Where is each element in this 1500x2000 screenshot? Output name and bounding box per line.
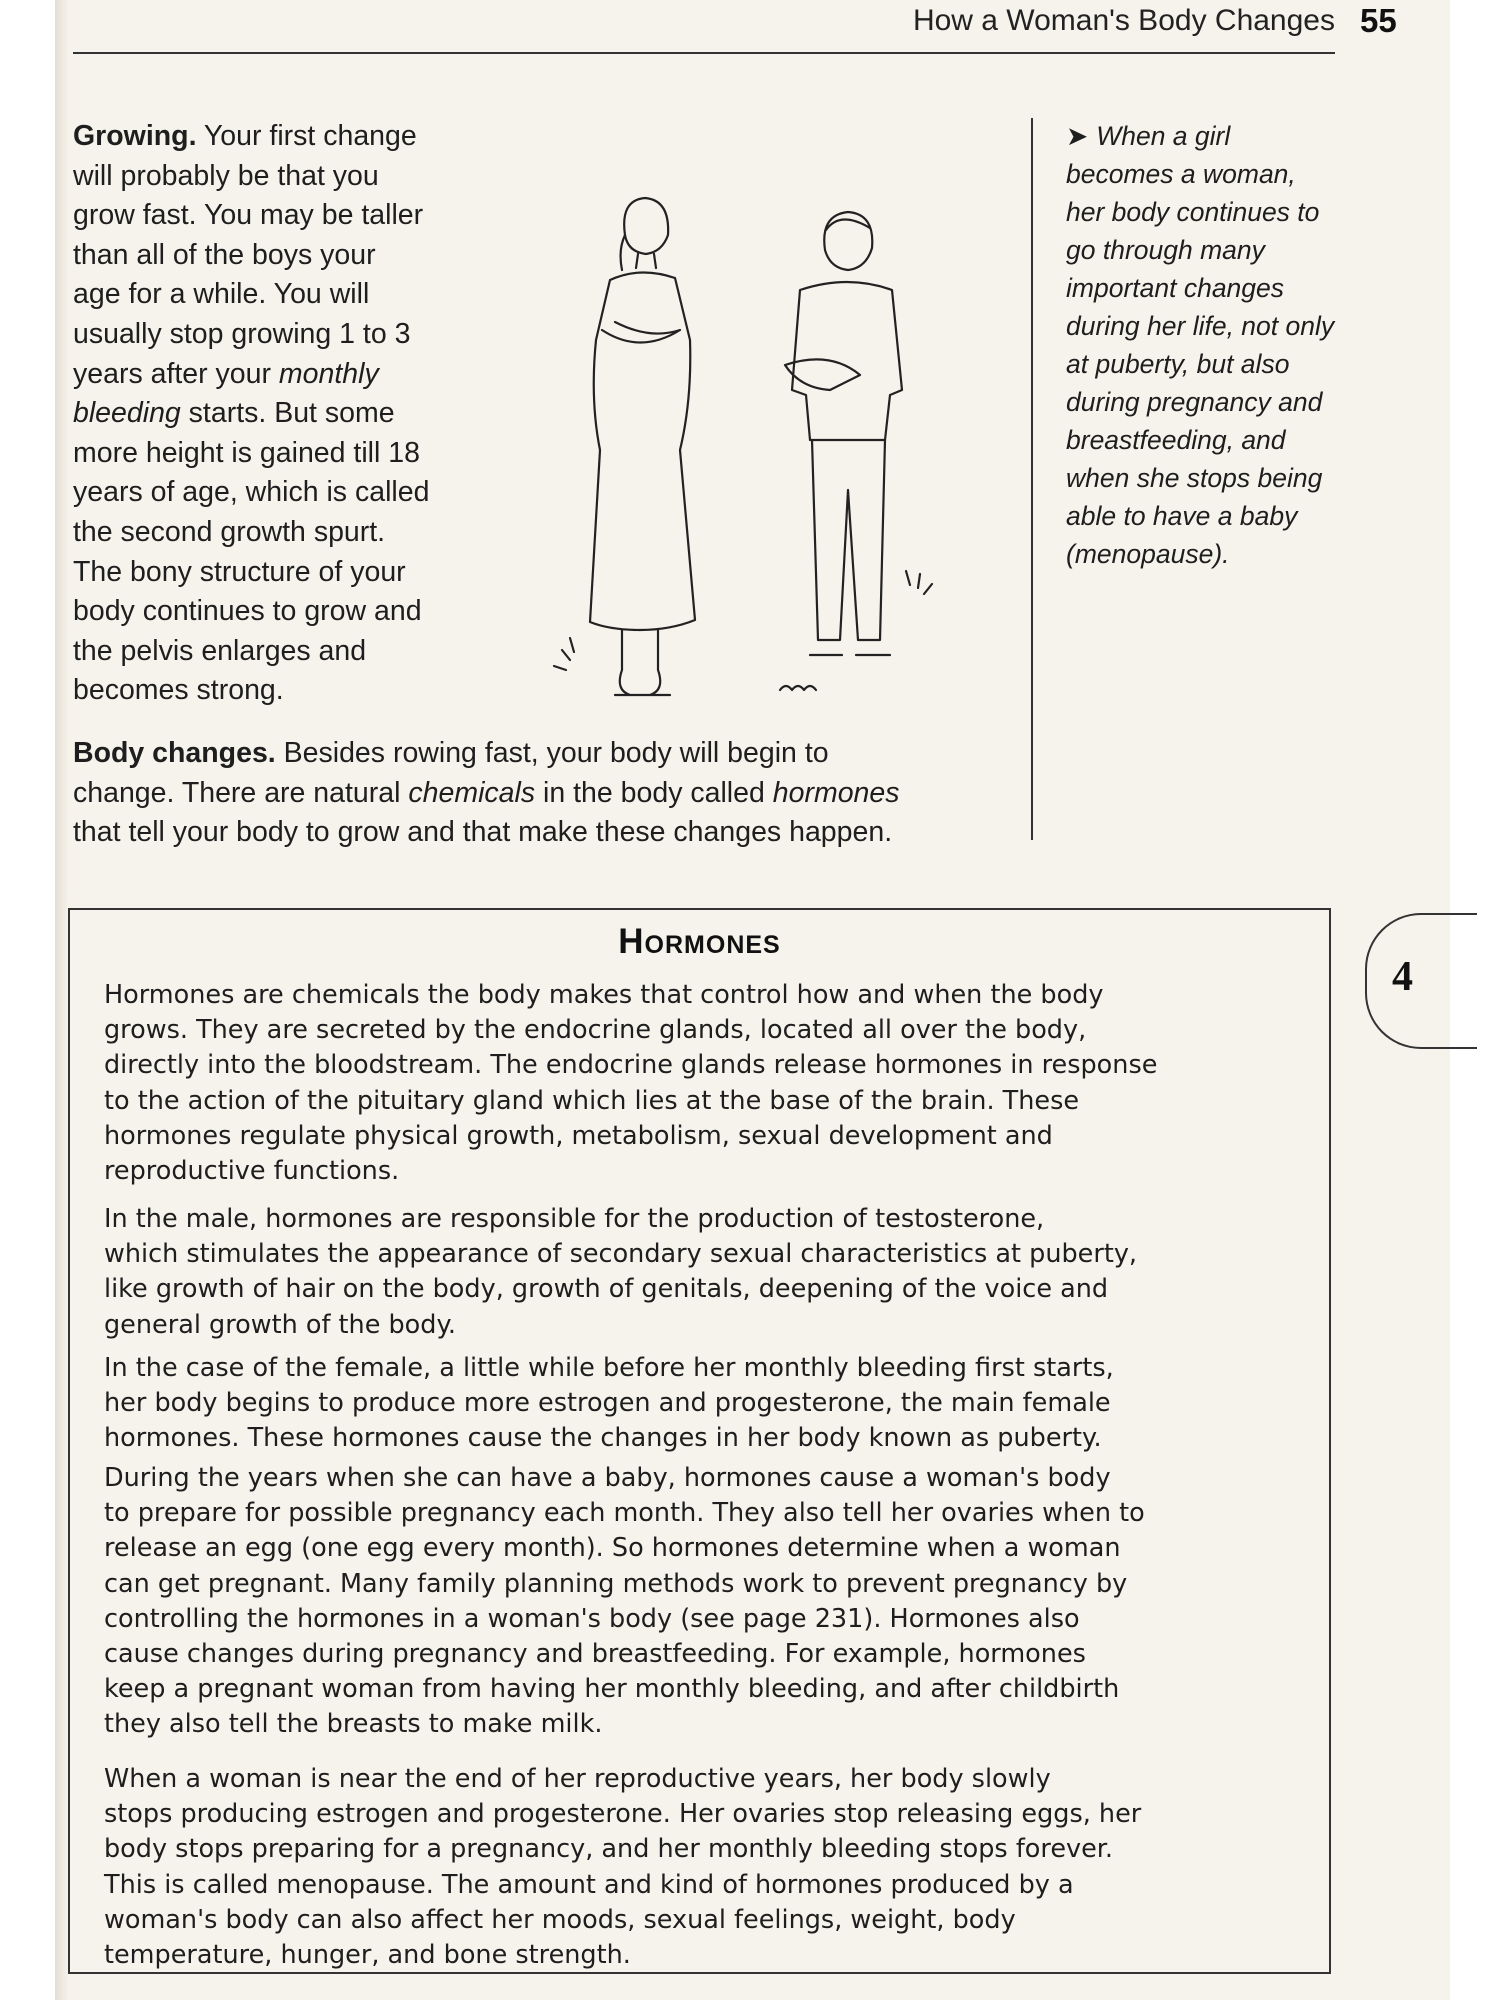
page-gutter-shadow — [55, 0, 69, 2000]
growing-heading: Growing. — [73, 120, 197, 152]
chapter-tab — [1365, 913, 1477, 1049]
hormones-paragraph-1: Hormones are chemicals the body makes that control how and when the body grows. They are secreted by the endocrine glands, located all over the body, directly into the bloodstream. The endocrine glands release hormones in response to the action of the pituitary gland which lies at the base of the brain. These hormones regulate physical growth, metabolism, sexual development and reproductive functions. — [104, 980, 1158, 1187]
running-header-title: How a Woman's Body Changes — [912, 4, 1335, 37]
sidebar-note-text: When a girl becomes a woman, her body continues to go through many important changes during her life, not only at puberty, but also during pregnancy and breastfeeding, and when she stops being able to have a baby (menopause). — [1066, 121, 1335, 569]
hormones-paragraph-2: In the male, hormones are responsible for the production of testosterone, which stimulates the appearance of secondary sexual characteristics at puberty, like growth of hair on the body, growth of genitals, deepening of the voice and general growth of the body. — [104, 1204, 1138, 1340]
page-number: 55 — [1360, 2, 1397, 39]
body-changes-text-2: in the body called — [535, 776, 773, 809]
monthly-bleeding-term: monthly bleeding — [73, 357, 379, 430]
sidebar-note — [1066, 117, 1366, 573]
body-changes-heading: Body changes. — [73, 737, 276, 769]
hormones-box — [68, 908, 1331, 1974]
growing-text-after: starts. But some more height is gained till 18 years of age, which is called the second growth spurt. The bony structure of your body continues to grow and the pelvis enlarges and becomes strong. — [73, 397, 430, 707]
hormones-paragraph-5: When a woman is near the end of her reproductive years, her body slowly stops producing estrogen and progesterone. Her ovaries stop releasing eggs, her body stops preparing for a pregnancy, and her monthly bleeding stops forever. This is called menopause. The amount and kind of hormones produced by a woman's body can also affect her moods, sexual feelings, weight, body temperature, hunger, and bone strength. — [104, 1764, 1142, 1971]
arrow-icon: ➤ — [1066, 121, 1089, 151]
sidebar-divider — [1031, 118, 1033, 840]
chapter-number: 4 — [1392, 954, 1413, 1000]
header-rule — [73, 52, 1335, 54]
growing-text: Your first change will probably be that you grow fast. You may be taller than all of the boys your age for a while. You will usually stop growing 1 to 3 years after your — [73, 120, 424, 390]
body-changes-paragraph — [73, 734, 1028, 853]
hormones-term: hormones — [772, 776, 900, 809]
chemicals-term: chemicals — [408, 776, 536, 809]
hormones-paragraph-4: During the years when she can have a baby, hormones cause a woman's body to prepare for possible pregnancy each month. They also tell her ovaries when to release an egg (one egg every month). So hormones determine when a woman can get pregnant. Many family planning methods work to prevent pregnancy by controlling the hormones in a woman's body (see page 231). Hormones also cause changes during pregnancy and breastfeeding. For example, hormones keep a pregnant woman from having her monthly bleeding, and after childbirth they also tell the breasts to make milk. — [104, 1463, 1145, 1740]
hormones-title: Hormones — [618, 922, 781, 961]
body-changes-text-1: Besides rowing fast, your body will begin to change. There are natural — [73, 737, 829, 809]
body-changes-text-3: that tell your body to grow and that make these changes happen. — [73, 816, 893, 849]
girl-and-boy-illustration — [530, 190, 950, 710]
growing-paragraph — [73, 117, 543, 711]
hormones-paragraph-3: In the case of the female, a little while before her monthly bleeding first starts, her body begins to produce more estrogen and progesterone, the main female hormones. These hormones cause the changes in her body known as puberty. — [104, 1353, 1114, 1454]
